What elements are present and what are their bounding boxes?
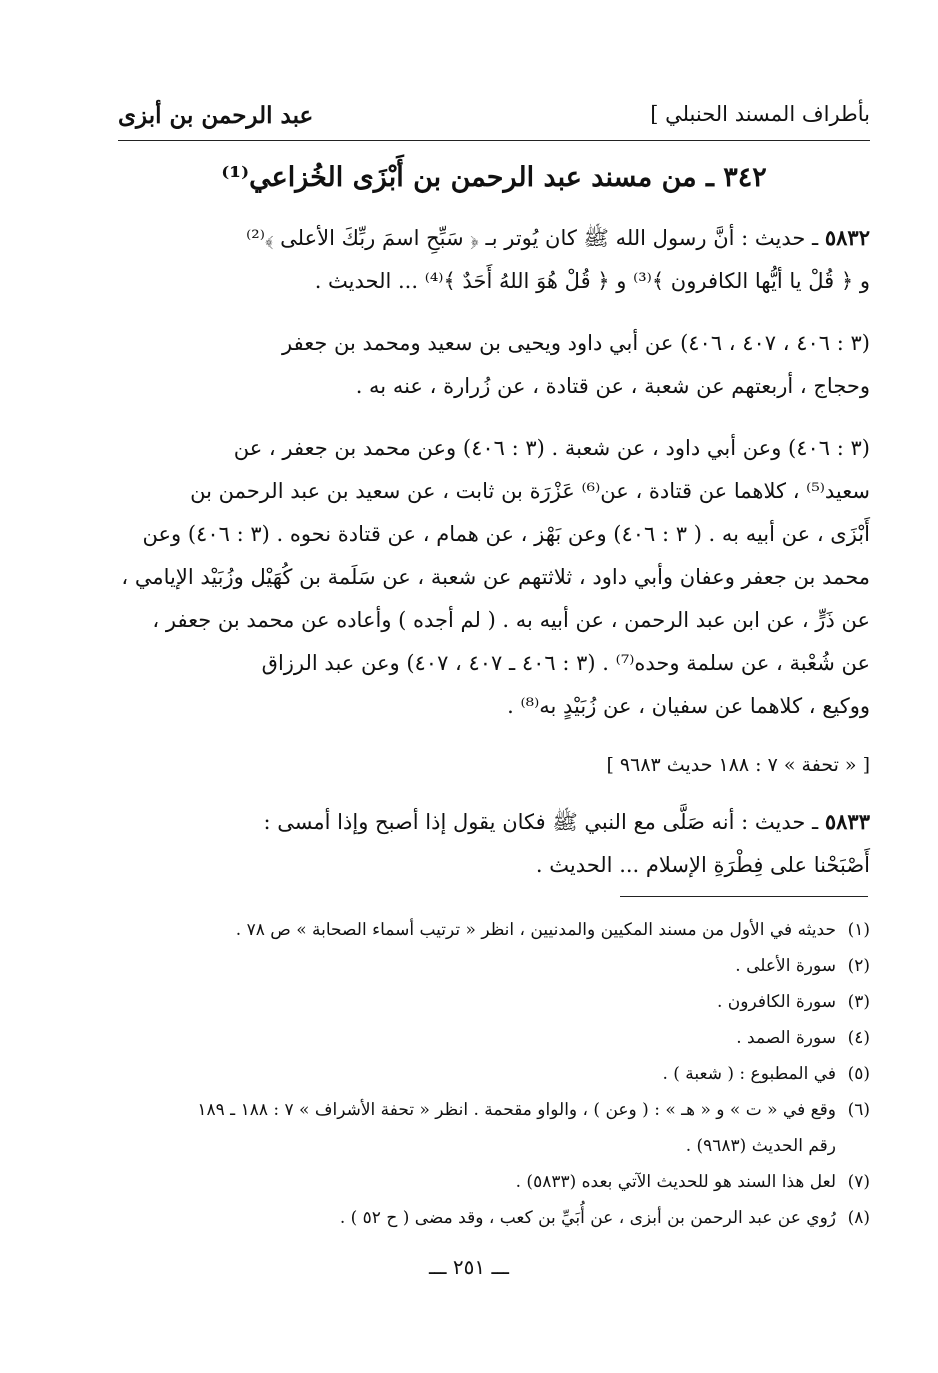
footnote-text: سورة الصمد . (736, 1028, 836, 1048)
text-line: عن شُعْبة ، عن سلمة وحده⁽⁷⁾ . (٣ : ٤٠٦ ـ ٤٠٧ ، ٤٠٧) وعن عبد الرزاق (261, 651, 870, 675)
footnote-number: (١) (847, 920, 870, 940)
footnote-number: (٧) (847, 1172, 870, 1192)
hadith-number: ٥٨٣٣ (824, 809, 870, 834)
hadith-line (118, 216, 870, 260)
text-line: (٣ : ٤٠٦) وعن أبي داود ، عن شعبة . (٣ : ٤٠٦) وعن محمد بن جعفر ، عن (233, 436, 870, 460)
footnote-divider (620, 896, 868, 897)
hadith-text: ـ حديث : أنه صَلَّى مع النبي ﷺ فكان يقول إذا أصبح وإذا أمسى : (263, 810, 819, 834)
isnad-paragraph-1 (118, 322, 870, 408)
section-title: ٣٤٢ ـ من مسند عبد الرحمن بن أَبْزَى الخُزاعي⁽¹⁾ (221, 162, 767, 193)
footnote (118, 1020, 870, 1056)
header-book-title: بأطراف المسند الحنبلي ] (650, 102, 870, 126)
footnote-text: حديثه في الأول من مسند المكيين والمدنيين ، انظر « ترتيب أسماء الصحابة » ص ٧٨ . (235, 920, 836, 940)
footnote (118, 1092, 870, 1128)
header-section-name: عبد الرحمن بن أبزى (118, 102, 314, 129)
footnote-text: وقع في « ت » و « هـ » : ( وعن ) ، والواو مقحمة . انظر « تحفة الأشراف » ٧ : ١٨٨ ـ ١٨٩ (197, 1100, 836, 1120)
text-line: ووكيع ، كلاهما عن سفيان ، عن زُبَيْدٍ به⁽⁸⁾ . (507, 694, 870, 718)
footnote-number: (٨) (847, 1208, 870, 1228)
footnote-number: (٦) (847, 1100, 870, 1120)
hadith-5833 (118, 800, 870, 887)
text-line: أَبْزَى ، عن أبيه به . ( ٣ : ٤٠٦) وعن بَهْز ، عن همام ، عن قتادة نحوه . (٣ : ٤٠٦) وعن (142, 522, 870, 546)
page-number: ـــ ٢٥١ ـــ (428, 1255, 510, 1279)
footnote-number: (٢) (847, 956, 870, 976)
footnote-text: لعل هذا السند هو للحديث الآتي بعده (٥٨٣٣) . (515, 1172, 836, 1192)
running-header (118, 100, 870, 141)
text-line: وحجاج ، أربعتهم عن شعبة ، عن قتادة ، عن زُرارة ، عنه به . (355, 374, 870, 398)
tuhfa-reference: [ « تحفة » ٧ : ١٨٨ حديث ٩٦٨٣ ] (606, 754, 870, 776)
hadith-text: ـ حديث : أنَّ رسول الله ﷺ كان يُوتر بـ ﴿ سَبِّحِ اسمَ ربِّكَ الأعلى ﴾⁽²⁾ (246, 226, 819, 250)
footnote (118, 1056, 870, 1092)
footnote-number: (٥) (847, 1064, 870, 1084)
footnote-text: رُوي عن عبد الرحمن بن أبزى ، عن أُبَيِّ بن كعب ، وقد مضى ( ح ٥٢ ) . (339, 1208, 836, 1228)
footnote-number: (٤) (847, 1028, 870, 1048)
footnote-text: سورة الأعلى . (735, 956, 836, 976)
isnad-paragraph-2 (118, 427, 870, 728)
footnote (118, 948, 870, 984)
footnote (118, 912, 870, 948)
footnote-continuation: رقم الحديث (٩٦٨٣) . (685, 1136, 836, 1156)
hadith-line: أَصْبَحْنا على فِطْرَةِ الإسلام ... الحديث . (535, 853, 870, 877)
text-line: محمد بن جعفر وعفان وأبي داود ، ثلاثتهم عن شعبة ، عن سَلَمة بن كُهَيْل وزُبَيْد الإيامي ، (121, 565, 870, 589)
text-line: (٣ : ٤٠٦ ، ٤٠٧ ، ٤٠٦) عن أبي داود ويحيى بن سعيد ومحمد بن جعفر (282, 331, 870, 355)
footnote-text: في المطبوع : ( شعبة ) . (662, 1064, 836, 1084)
footnotes (118, 912, 870, 1236)
hadith-5832 (118, 216, 870, 303)
footnote (118, 984, 870, 1020)
footnote (118, 1200, 870, 1236)
footnote (118, 1164, 870, 1200)
footnote-text: سورة الكافرون . (716, 992, 836, 1012)
hadith-line: و ﴿ قُلْ يا أيُّها الكافرون ﴾⁽³⁾ و ﴿ قُلْ هُوَ اللهُ أَحَدٌ ﴾⁽⁴⁾ ... الحديث . (314, 269, 870, 293)
hadith-line (118, 800, 870, 844)
footnote-number: (٣) (847, 992, 870, 1012)
text-line: عن ذَرٍّ ، عن ابن عبد الرحمن ، عن أبيه به . ( لم أجده ) وأعاده عن محمد بن جعفر ، (152, 608, 870, 632)
hadith-number: ٥٨٣٢ (824, 225, 870, 250)
text-line: سعيد⁽⁵⁾ ، كلاهما عن قتادة ، عن⁽⁶⁾ عَزْرَة بن ثابت ، عن سعيد بن عبد الرحمن بن (190, 479, 870, 503)
